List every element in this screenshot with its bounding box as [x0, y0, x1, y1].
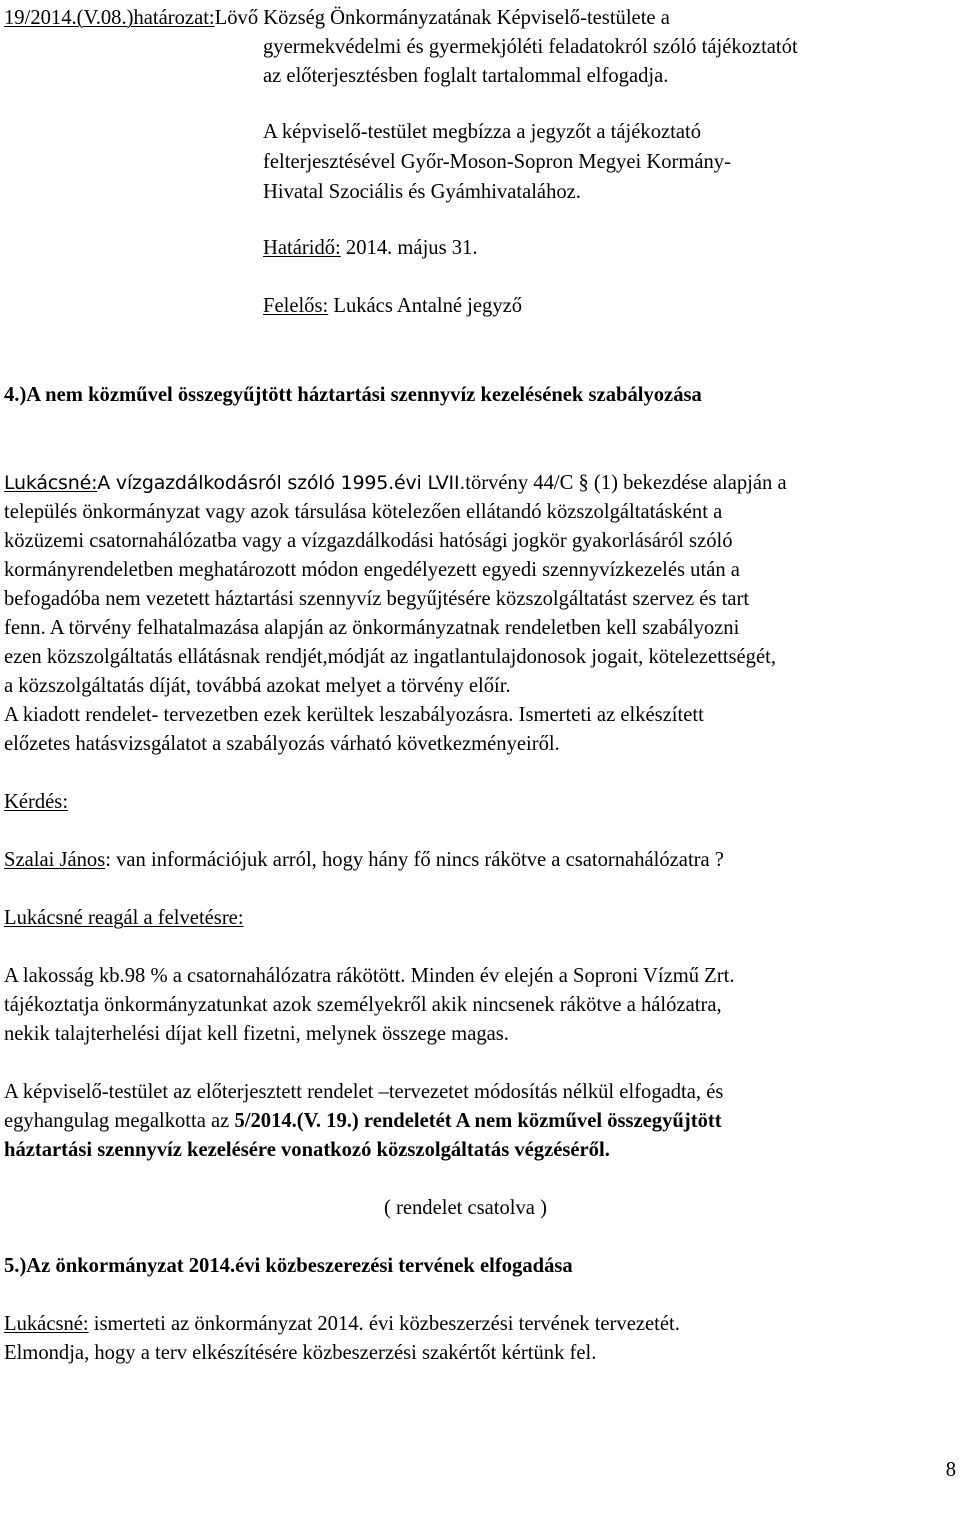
speaker-label: Lukácsné:	[4, 472, 98, 494]
deadline-line	[263, 234, 960, 262]
body-line-2: település önkormányzat vagy azok társulása kötelezően ellátandó közszolgáltatásként a	[4, 501, 723, 523]
responsible-label: Felelős:	[263, 295, 329, 317]
resolution-line-5: felterjesztésével Győr-Moson-Sopron Megyei Kormány-	[263, 151, 731, 173]
page-number: 8	[945, 1459, 956, 1481]
body-line-3: közüzemi csatornahálózatba vagy a vízgazdálkodási hatósági jogkör gyakorlásáról szóló	[4, 530, 733, 552]
resolution-line-6: Hivatal Szociális és Gyámhivatalához.	[263, 181, 581, 203]
question-label: Kérdés:	[4, 791, 69, 813]
body-line-7: ezen közszolgáltatás ellátásnak rendjét,módját az ingatlantulajdonosok jogait, kötelezettségét,	[4, 646, 776, 668]
question-label-line	[4, 788, 960, 816]
section-4-heading: 4.)A nem közművel összegyűjtött háztartási szennyvíz kezelésének szabályozása	[4, 384, 702, 406]
decision-line-2: egyhangulag megalkotta az 5/2014.(V. 19.) rendeletét A nem közművel összegyűjtött	[4, 1110, 722, 1132]
section-5-speaker-label: Lukácsné:	[4, 1313, 89, 1335]
answer-label-line	[4, 904, 960, 932]
resolution-line-3: az előterjesztésben foglalt tartalommal elfogadja.	[263, 65, 669, 87]
speaker-text: A vízgazdálkodásról szóló 1995.évi LVII.	[97, 472, 466, 494]
body-line-9: A kiadott rendelet- tervezetben ezek kerültek leszabályozásra. Ismerteti az elkészített	[4, 704, 704, 726]
question-text: : van információjuk arról, hogy hány fő nincs rákötve a csatornahálózatra ?	[105, 849, 724, 871]
body-line-4: kormányrendeletben meghatározott módon engedélyezett egyedi szennyvízkezelés után a	[4, 559, 740, 581]
decision-line-1: A képviselő-testület az előterjesztett rendelet –tervezetet módosítás nélkül elfogadta, és	[4, 1081, 724, 1103]
attachment-note: ( rendelet csatolva )	[384, 1197, 547, 1219]
deadline-value: 2014. május 31.	[340, 237, 478, 259]
decision-line-3: háztartási szennyvíz kezelésére vonatkozó közszolgáltatás végzéséről.	[4, 1139, 610, 1161]
decision-bold-text: 5/2014.(V. 19.) rendeletét A nem közművel összegyűjtött	[234, 1110, 722, 1132]
body-line-8: a közszolgáltatás díját, továbbá azokat melyet a törvény előír.	[4, 675, 511, 697]
deadline-label: Határidő:	[263, 237, 341, 259]
answer-line-3: nekik talajterhelési díjat kell fizetni, melynek összege magas.	[4, 1023, 509, 1045]
section-5-heading: 5.)Az önkormányzat 2014.évi közbeszerezési tervének elfogadása	[4, 1255, 573, 1277]
answer-line-2: tájékoztatja önkormányzatunkat azok személyekről akik nincsenek rákötve a hálózatra,	[4, 994, 722, 1016]
responsible-value: Lukács Antalné jegyző	[328, 295, 523, 317]
body-line-6: fenn. A törvény felhatalmazása alapján az önkormányzatnak rendeletben kell szabályozni	[4, 617, 740, 639]
resolution-reference: 19/2014.(V.08.)határozat:	[4, 7, 215, 29]
section-5-line-2: Elmondja, hogy a terv elkészítésére közbeszerzési szakértőt kértünk fel.	[4, 1342, 597, 1364]
responsible-line	[263, 292, 960, 320]
resolution-line-4: A képviselő-testület megbízza a jegyzőt a tájékoztató	[263, 121, 702, 143]
answer-label: Lukácsné reagál a felvetésre:	[4, 907, 244, 929]
body-line-10: előzetes hatásvizsgálatot a szabályozás várható következményeiről.	[4, 733, 560, 755]
resolution-text: Lövő Község Önkormányzatának Képviselő-testülete a	[214, 7, 670, 29]
question-line	[4, 846, 960, 874]
section-5-line-1: Lukácsné: ismerteti az önkormányzat 2014. évi közbeszerzési tervének tervezetét.	[4, 1313, 680, 1335]
body-line-5: befogadóba nem vezetett háztartási szennyvíz begyűjtésére közszolgáltatást szervez és tart	[4, 588, 750, 610]
question-speaker: Szalai János	[4, 849, 106, 871]
body-line-1: Lukácsné:A vízgazdálkodásról szóló 1995.évi LVII.törvény 44/C § (1) bekezdése alapján a	[4, 472, 787, 494]
resolution-line-1	[4, 4, 960, 32]
resolution-line-2: gyermekvédelmi és gyermekjóléti feladatokról szóló tájékoztatót	[263, 36, 798, 58]
answer-line-1: A lakosság kb.98 % a csatornahálózatra rákötött. Minden év elején a Soproni Vízmű Zrt.	[4, 965, 735, 987]
